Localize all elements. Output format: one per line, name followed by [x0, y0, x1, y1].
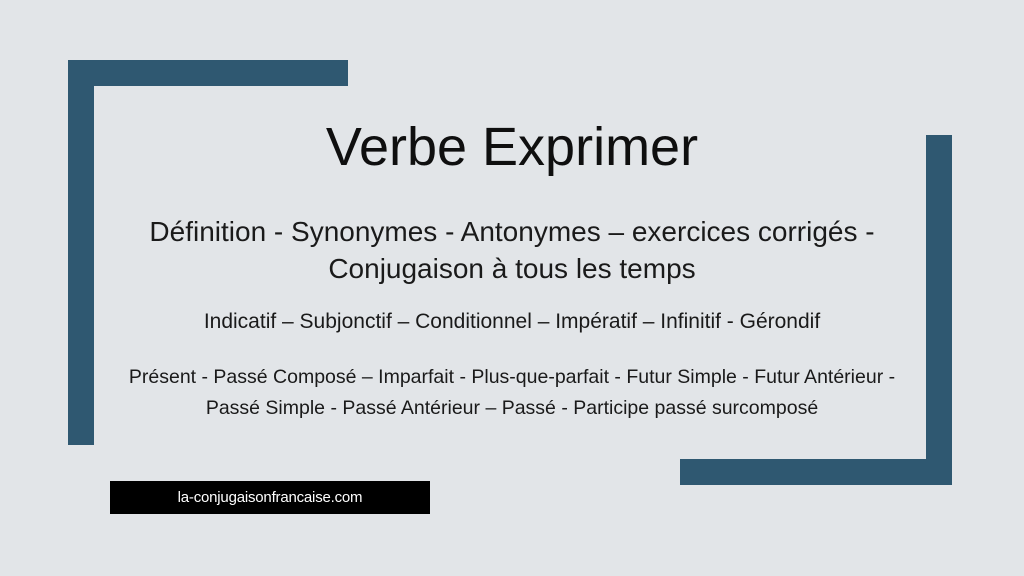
subtitle-text: Définition - Synonymes - Antonymes – exercices corrigés - Conjugaison à tous les temps — [149, 216, 875, 284]
page-title: Verbe Exprimer — [325, 117, 699, 177]
verb-tenses-text: Présent - Passé Composé – Imparfait - Plus-que-parfait - Futur Simple - Futur Antérieur - Passé Simple - Passé Antérieur – Passé - Participe passé surcomposé — [128, 366, 896, 420]
verb-modes-text: Indicatif – Subjonctif – Conditionnel – Impératif – Infinitif - Gérondif — [203, 310, 821, 333]
website-url-badge: la-conjugaisonfrancaise.com — [110, 481, 430, 514]
